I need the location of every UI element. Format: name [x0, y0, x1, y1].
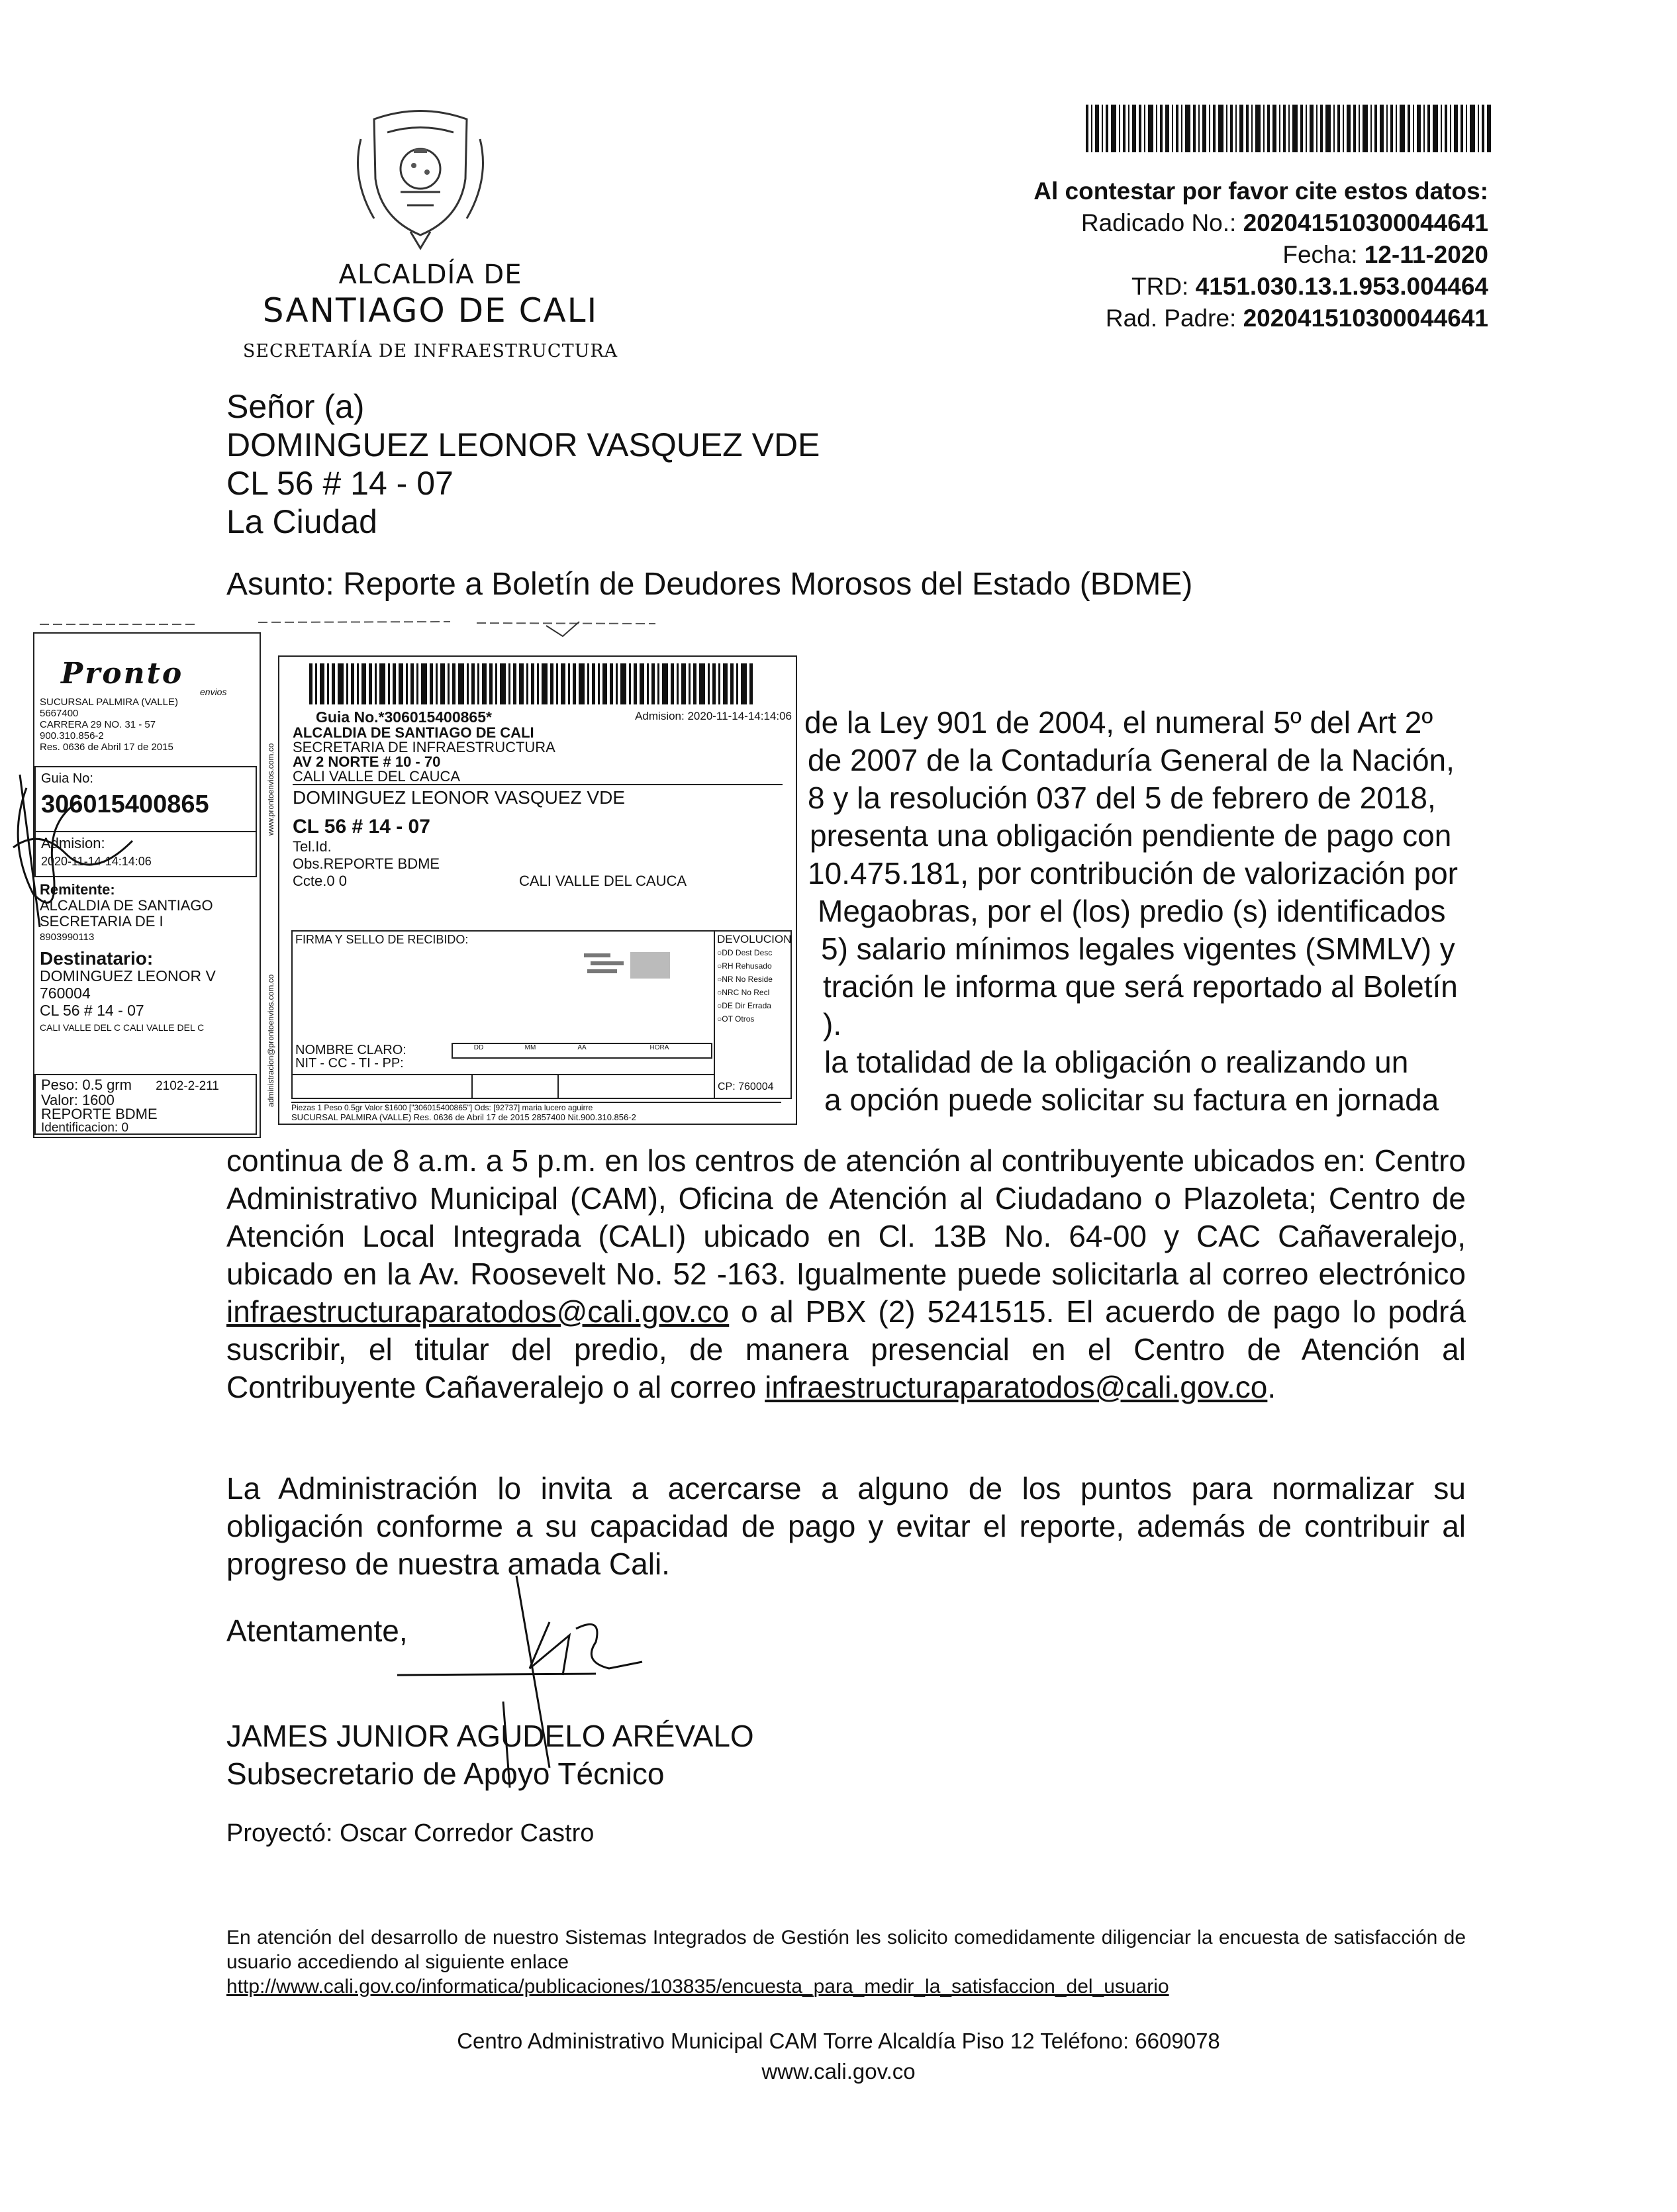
- stub-weight-box: [34, 1074, 257, 1135]
- fecha-row: [1033, 239, 1488, 271]
- paragraph-1-text: continua de 8 a.m. a 5 p.m. en los centros de atención al contribuyente ubicados en: Centro Administrativo Municipal (CAM), Oficina de Atención al Ciudadano o Plazoleta; Centro de Atención Local Integrada (CALI) ubicado en Cl. 13B No. 64-00 y CAC Cañaveralejo, ubicado en la Av. Roosevelt No. 52 -163. Igualmente puede solicitarla al correo electrónico: [226, 1143, 1466, 1291]
- stub-recipient-line1: DOMINGUEZ LEONOR V: [40, 967, 216, 985]
- survey-note-text: En atención del desarrollo de nuestro Sistemas Integrados de Gestión les solicito comedidamente diligenciar la encuesta de satisfacción de usuario accediendo al siguiente enlace: [226, 1927, 1466, 1973]
- guide-side-email: administracion@prontoenvios.com.co: [266, 974, 275, 1107]
- coat-of-arms-icon: [348, 99, 493, 252]
- guide-recipient-name: DOMINGUEZ LEONOR VASQUEZ VDE: [293, 787, 625, 808]
- return-option-ot: [717, 1012, 789, 1026]
- guide-number: Guia No.*306015400865*: [316, 708, 492, 726]
- return-option-de: [717, 999, 789, 1012]
- signer-name: JAMES JUNIOR AGUDELO ARÉVALO: [226, 1719, 754, 1753]
- trd-value: 4151.030.13.1.953.004464: [1195, 273, 1488, 300]
- stub-recipient-line4: CALI VALLE DEL C CALI VALLE DEL C: [40, 1022, 205, 1033]
- guide-cp: CP: 760004: [718, 1081, 774, 1092]
- footer-website: www.cali.gov.co: [761, 2059, 916, 2084]
- return-option-label: NR No Reside: [722, 975, 773, 984]
- radicado-value: 202041510300044641: [1243, 209, 1488, 236]
- radio-icon[interactable]: ○: [717, 1001, 722, 1010]
- stub-recipient-line2: 760004: [40, 985, 91, 1002]
- date-col-aa: AA: [577, 1044, 587, 1051]
- guide-admission: Admision: 2020-11-14-14:14:06: [635, 710, 792, 722]
- body-fragment-9: ).: [823, 1007, 842, 1041]
- body-fragment-3: 8 y la resolución 037 del 5 de febrero de 2018,: [808, 781, 1436, 815]
- return-option-label: DD Dest Desc: [722, 948, 773, 957]
- entity-line-1: ALCALDÍA DE: [338, 260, 522, 290]
- guide-cte-row: [293, 873, 783, 890]
- guide-barcode: [309, 663, 759, 704]
- stub-weight: Peso: 0.5 grm: [41, 1077, 132, 1093]
- guide-side-url: www.prontoenvios.com.co: [266, 743, 275, 836]
- rad-padre-row: [1033, 303, 1488, 334]
- stub-recipient-line3: CL 56 # 14 - 07: [40, 1002, 144, 1019]
- guide-recipient: [293, 789, 783, 890]
- radicado-label: Radicado No.:: [1080, 209, 1237, 236]
- guide-tel: Tel.Id.: [293, 838, 332, 855]
- guide-sender-line1: ALCALDIA DE SANTIAGO DE CALI: [293, 724, 534, 741]
- stub-admission-label: Admision:: [41, 835, 105, 851]
- fecha-value: 12-11-2020: [1364, 241, 1488, 268]
- header-barcode: [1086, 105, 1493, 152]
- entity-line-2: SANTIAGO DE CALI: [262, 291, 599, 330]
- stub-value: Valor: 1600: [41, 1092, 115, 1108]
- guide-sender-line2: SECRETARIA DE INFRAESTRUCTURA: [293, 739, 555, 755]
- return-label: DEVOLUCION: [717, 933, 792, 945]
- shipping-guide: [266, 655, 797, 1125]
- stub-identification: Identificacion: 0: [41, 1121, 129, 1135]
- guide-pieces: Piezas 1 Peso 0.5gr Valor $1600 ["306015400865"] Ods: [92737] maria lucero aguirre: [291, 1102, 781, 1112]
- stub-code: 2102-2-211: [156, 1079, 219, 1093]
- return-option-label: DE Dir Errada: [722, 1001, 771, 1010]
- fecha-label: Fecha:: [1282, 241, 1358, 268]
- paragraph-1-end: .: [1267, 1370, 1276, 1404]
- return-option-nr: [717, 973, 789, 986]
- return-option-rh: [717, 959, 789, 973]
- entity-department: SECRETARÍA DE INFRAESTRUCTURA: [242, 341, 618, 361]
- subject-line: Asunto: Reporte a Boletín de Deudores Morosos del Estado (BDME): [226, 567, 1193, 602]
- date-col-dd: DD: [473, 1044, 484, 1051]
- stub-sender-line2: SECRETARIA DE I: [40, 913, 164, 930]
- guide-return-box: [714, 930, 792, 1099]
- farewell: Atentamente,: [226, 1613, 408, 1648]
- body-fragment-8: tración le informa que será reportado al Boletín: [823, 969, 1458, 1004]
- recipient-name: DOMINGUEZ LEONOR VASQUEZ VDE: [226, 426, 820, 463]
- date-col-mm: MM: [524, 1044, 536, 1051]
- guide-cell-divider-2: [557, 1074, 559, 1098]
- guide-cell-divider-1: [471, 1074, 473, 1098]
- body-fragment-1: de la Ley 901 de 2004, el numeral 5º del Art 2º: [804, 705, 1433, 740]
- stub-sender-line1: ALCALDIA DE SANTIAGO: [40, 897, 213, 914]
- survey-note: [226, 1925, 1466, 1999]
- body-fragment-7: 5) salario mínimos legales vigentes (SMMLV) y: [821, 932, 1455, 966]
- return-option-nrc: [717, 986, 789, 999]
- recipient-address: CL 56 # 14 - 07: [226, 465, 454, 502]
- stub-sender-id: 8903990113: [40, 932, 95, 943]
- stub-tel: 5667400: [40, 708, 79, 719]
- guide-nit: NIT - CC - TI - PP:: [295, 1056, 404, 1071]
- radio-icon[interactable]: ○: [717, 948, 722, 957]
- return-option-label: OT Otros: [722, 1014, 755, 1024]
- rad-padre-label: Rad. Padre:: [1105, 305, 1237, 332]
- guide-bottom-line: [293, 1074, 714, 1075]
- body-fragment-5: 10.475.181, por contribución de valorización por: [808, 856, 1458, 890]
- stub-brand-sub: envios: [200, 687, 227, 697]
- radio-icon[interactable]: ○: [717, 988, 722, 997]
- guide-sign-label: FIRMA Y SELLO DE RECIBIDO:: [295, 933, 469, 946]
- paragraph-1-mid: o al PBX (2) 5241515. El acuerdo de pago lo podrá suscribir, el titular del predio, de manera presencial en el Centro de Atención al Contribuyente Cañaveralejo o al correo: [226, 1294, 1466, 1404]
- reference-block: [1033, 175, 1488, 334]
- signer-title: Subsecretario de Apoyo Técnico: [226, 1756, 665, 1791]
- email-link-2[interactable]: infraestructuraparatodos@cali.gov.co: [765, 1370, 1268, 1404]
- guide-cte: Ccte.0 0: [293, 873, 347, 889]
- salutation: Señor (a): [226, 388, 365, 425]
- survey-link[interactable]: http://www.cali.gov.co/informatica/publicaciones/103835/encuesta_para_medir_la_satisfaccion_del_usuario: [226, 1976, 1169, 1997]
- radio-icon[interactable]: ○: [717, 1014, 722, 1024]
- projected-by: Proyectó: Oscar Corredor Castro: [226, 1819, 595, 1847]
- guide-branch-foot: SUCURSAL PALMIRA (VALLE) Res. 0636 de Abril 17 de 2015 2857400 Nit.900.310.856-2: [291, 1112, 636, 1122]
- guide-sender-line4: CALI VALLE DEL CAUCA: [293, 768, 461, 785]
- body-paragraph-2: La Administración lo invita a acercarse a alguno de los puntos para normalizar su obligación conforme a su capacidad de pago y evitar el reporte, además de contribuir al progreso de nuestra amada Cali.: [226, 1471, 1466, 1581]
- stub-branch-info: [40, 697, 178, 753]
- return-option-label: NRC No Recl: [722, 988, 770, 997]
- rad-padre-value: 202041510300044641: [1243, 305, 1488, 332]
- guide-obs: Obs.REPORTE BDME: [293, 855, 440, 872]
- return-option-label: RH Rehusado: [722, 961, 772, 971]
- radio-icon[interactable]: ○: [717, 975, 722, 984]
- body-fragment-11: a opción puede solicitar su factura en jornada: [824, 1082, 1439, 1117]
- stub-res: Res. 0636 de Abril 17 de 2015: [40, 742, 173, 753]
- guide-name-clear: NOMBRE CLARO:: [295, 1043, 407, 1057]
- stub-branch: SUCURSAL PALMIRA (VALLE): [40, 697, 178, 708]
- received-stamp-icon: [584, 947, 683, 986]
- trd-row: [1033, 271, 1488, 303]
- guide-recipient-city: CALI VALLE DEL CAUCA: [518, 873, 687, 889]
- stub-recipient-label: Destinatario:: [40, 948, 154, 969]
- email-link-1[interactable]: infraestructuraparatodos@cali.gov.co: [226, 1294, 730, 1329]
- stub-nit: 900.310.856-2: [40, 730, 104, 742]
- stub-admission-value: 2020-11-14-14:14:06: [41, 855, 152, 868]
- stub-recipient: [40, 950, 216, 1036]
- stub-address: CARRERA 29 NO. 31 - 57: [40, 719, 156, 730]
- footer-address: Centro Administrativo Municipal CAM Torre Alcaldía Piso 12 Teléfono: 6609078: [457, 2029, 1220, 2053]
- guide-date-grid: [452, 1043, 712, 1059]
- stub-guide-number: 306015400865: [41, 791, 209, 818]
- date-col-hora: HORA: [649, 1044, 669, 1051]
- stub-weight-row: [41, 1078, 250, 1093]
- body-fragment-6: Megaobras, por el (los) predio (s) identificados: [818, 894, 1446, 928]
- guide-sender: [293, 726, 783, 785]
- stub-guide-label: Guia No:: [41, 771, 93, 786]
- stub-brand: Pronto: [61, 657, 184, 691]
- guide-sender-line3: AV 2 NORTE # 10 - 70: [293, 753, 441, 770]
- recipient-block: [226, 387, 820, 541]
- recipient-city: La Ciudad: [226, 503, 377, 540]
- cite-label: Al contestar por favor cite estos datos:: [1033, 177, 1488, 205]
- body-paragraph-1: [226, 1142, 1466, 1406]
- return-option-dd: [717, 946, 789, 959]
- stub-sender-label: Remitente:: [40, 881, 115, 898]
- body-fragments: [804, 704, 1466, 1119]
- radio-icon[interactable]: ○: [717, 961, 722, 971]
- trd-label: TRD:: [1131, 273, 1189, 300]
- guide-recipient-address: CL 56 # 14 - 07: [293, 816, 430, 838]
- body-fragment-10: la totalidad de la obligación o realizando un: [824, 1045, 1409, 1079]
- stamp-scribble: [0, 761, 172, 934]
- stub-report: REPORTE BDME: [41, 1106, 158, 1122]
- handwritten-signature: [397, 1569, 675, 1788]
- body-fragment-4: presenta una obligación pendiente de pago con: [810, 818, 1452, 853]
- body-fragment-2: de 2007 de la Contaduría General de la Nación,: [808, 743, 1455, 777]
- radicado-row: [1033, 207, 1488, 239]
